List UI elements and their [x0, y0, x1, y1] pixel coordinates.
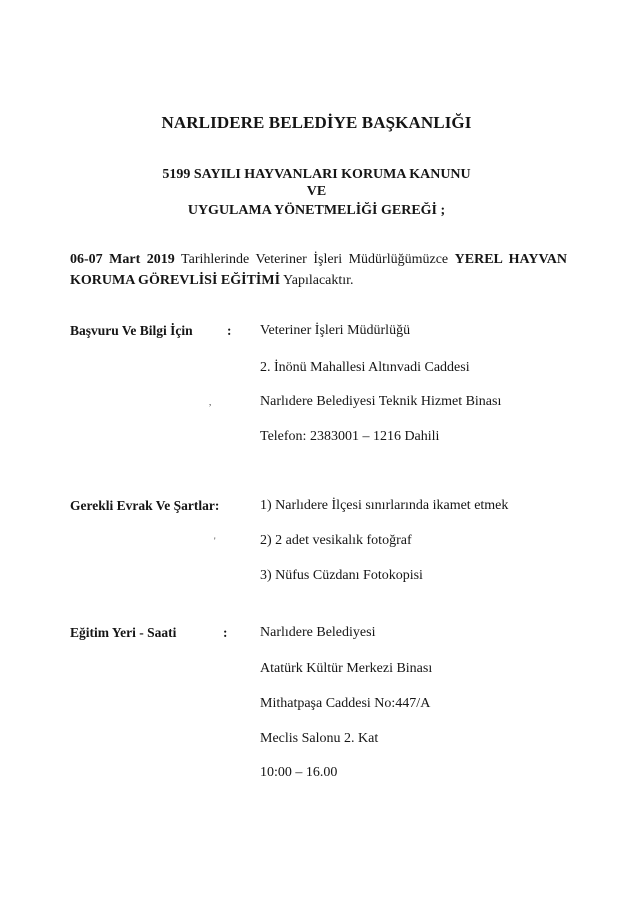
- law-title-line3: UYGULAMA YÖNETMELİĞİ GEREĞİ ;: [187, 203, 446, 218]
- application-label: Başvuru Ve Bilgi İçin: [70, 323, 193, 338]
- intro-text: Tarihlerinde Veteriner İşleri Müdürlüğümüzce: [181, 252, 449, 267]
- requirement-item: 3) Nüfus Cüzdanı Fotokopisi: [260, 568, 423, 583]
- scan-speck: ': [214, 536, 216, 546]
- application-colon: :: [227, 323, 232, 338]
- training-location-label: Eğitim Yeri - Saati: [70, 625, 177, 640]
- training-dates: 06-07 Mart 2019: [70, 252, 175, 267]
- training-location-line: Mithatpaşa Caddesi No:447/A: [260, 696, 431, 711]
- training-location-line: Atatürk Kültür Merkezi Binası: [260, 661, 433, 676]
- scan-speck: ,: [209, 397, 212, 407]
- intro-text-end: Yapılacaktır.: [283, 273, 354, 288]
- training-location-line: Narlıdere Belediyesi: [260, 625, 376, 640]
- requirement-item: 2) 2 adet vesikalık fotoğraf: [260, 533, 412, 548]
- document-title: NARLIDERE BELEDİYE BAŞKANLIĞI: [161, 113, 472, 132]
- application-line: 2. İnönü Mahallesi Altınvadi Caddesi: [260, 360, 470, 375]
- requirements-label: Gerekli Evrak Ve Şartlar:: [70, 498, 220, 513]
- application-line: Veteriner İşleri Müdürlüğü: [260, 323, 411, 338]
- application-line: Telefon: 2383001 – 1216 Dahili: [260, 429, 440, 444]
- training-location-colon: :: [223, 625, 228, 640]
- training-location-line: Meclis Salonu 2. Kat: [260, 731, 379, 746]
- training-name: YEREL HAYVAN KORUMA GÖREVLİSİ EĞİTİMİ: [70, 252, 567, 288]
- training-time: 10:00 – 16.00: [260, 765, 338, 780]
- requirement-item: 1) Narlıdere İlçesi sınırlarında ikamet etmek: [260, 498, 509, 513]
- application-line: Narlıdere Belediyesi Teknik Hizmet Binası: [260, 394, 502, 409]
- law-title-line1: 5199 SAYILI HAYVANLARI KORUMA KANUNU: [162, 167, 471, 182]
- announcement-paragraph: [70, 249, 567, 291]
- law-title-line2: VE: [306, 184, 327, 199]
